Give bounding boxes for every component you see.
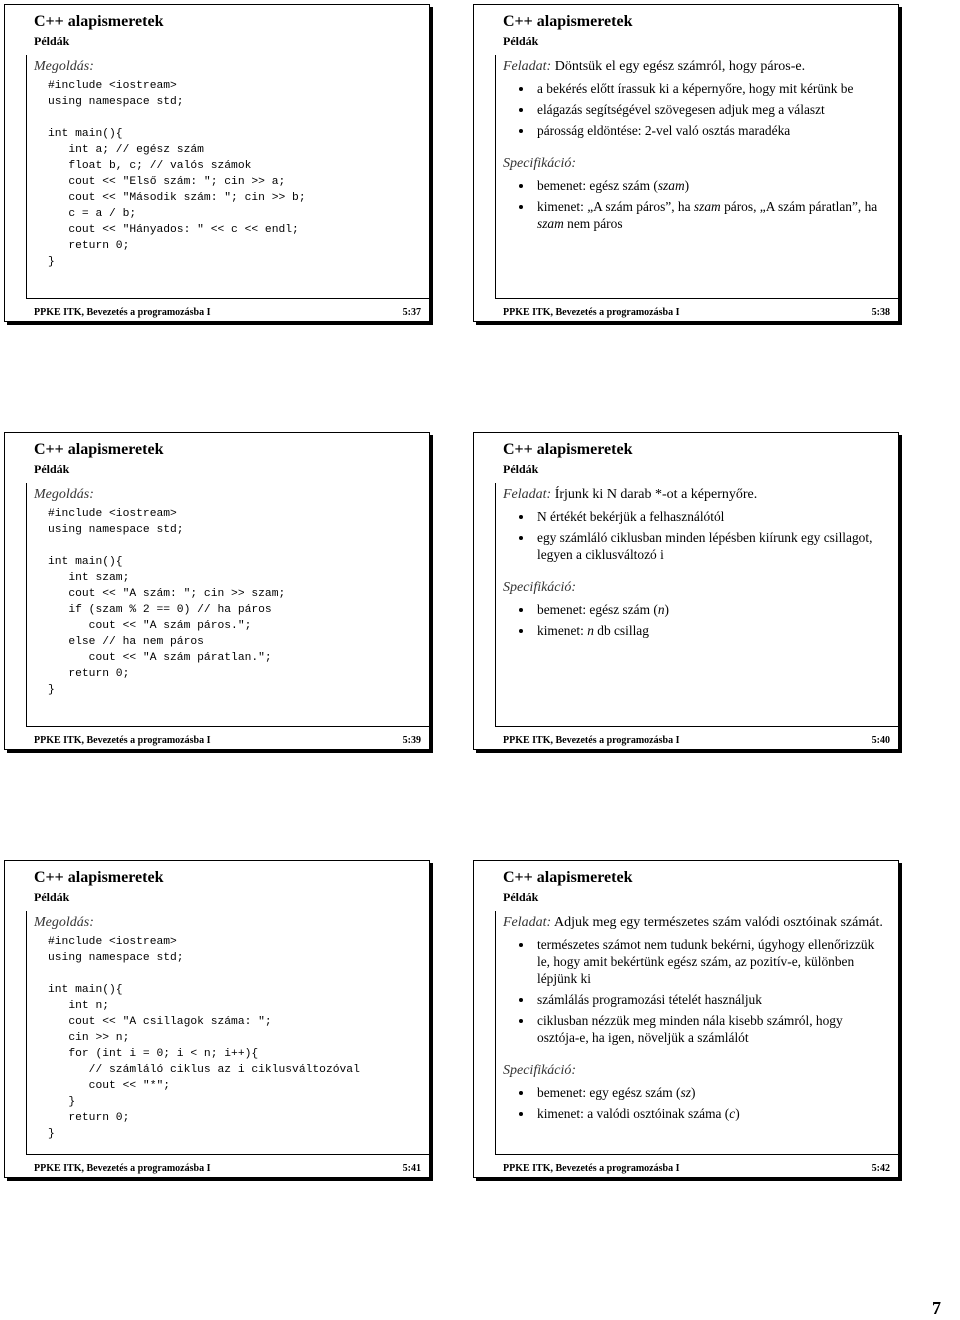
- slide-content: [503, 486, 888, 643]
- list-item: párosság eldöntése: 2-vel való osztás maradéka: [519, 122, 888, 139]
- list-item: egy számláló ciklusban minden lépésben kiírunk egy csillagot, legyen a ciklusváltozó i: [519, 529, 888, 563]
- slide-divider-horizontal: [26, 1154, 429, 1155]
- slide-divider-horizontal: [26, 298, 429, 299]
- slide-divider-horizontal: [26, 726, 429, 727]
- spec-text: ): [684, 178, 690, 193]
- slide-footer-number: 5:38: [871, 307, 890, 318]
- slide-5-41: [4, 860, 430, 1178]
- slide-subtitle: Példák: [34, 462, 70, 476]
- spec-variable: szam: [657, 178, 685, 193]
- slide-subtitle: Példák: [503, 462, 539, 476]
- slide-5-42: [473, 860, 899, 1178]
- slide-footer-number: 5:37: [402, 307, 421, 318]
- slide-divider-horizontal: [495, 298, 898, 299]
- slide-title: C++ alapismeretek: [503, 441, 633, 458]
- spec-text: bemenet: egész szám (: [537, 178, 658, 193]
- slide-5-40: [473, 432, 899, 750]
- slide-title: C++ alapismeretek: [34, 13, 164, 30]
- list-item: [519, 1105, 888, 1122]
- slide-divider-vertical: [495, 483, 496, 727]
- list-item: a bekérés előtt írassuk ki a képernyőre, hogy mit kérünk be: [519, 80, 888, 97]
- slide-subtitle: Példák: [34, 890, 70, 904]
- spec-text: ): [690, 1085, 696, 1100]
- slide-footer-course: PPKE ITK, Bevezetés a programozásba I: [503, 307, 680, 318]
- spec-text: kimenet:: [537, 623, 588, 638]
- slide-content: [34, 486, 419, 698]
- spec-text: db csillag: [593, 623, 649, 638]
- slide-content: [34, 58, 419, 270]
- spec-text: ): [735, 1106, 740, 1121]
- slide-divider-horizontal: [495, 1154, 898, 1155]
- task-text: Döntsük el egy egész számról, hogy páros-e.: [554, 59, 806, 74]
- slide-content: [503, 914, 888, 1126]
- slide-divider-vertical: [26, 911, 27, 1155]
- list-item: természetes számot nem tudunk bekérni, úgyhogy ellenőrizzük le, hogy amit bekértünk egész szám, az pozitív-e, különben lépjünk ki: [519, 936, 888, 987]
- task-label: Feladat:: [503, 59, 552, 74]
- slide-title: C++ alapismeretek: [34, 869, 164, 886]
- slide-divider-vertical: [495, 55, 496, 299]
- spec-list: [503, 177, 888, 232]
- list-item: számlálás programozási tételét használjuk: [519, 991, 888, 1008]
- task-label: Feladat:: [503, 487, 552, 502]
- task-label: Feladat:: [503, 915, 552, 930]
- solution-heading: Megoldás:: [34, 915, 94, 930]
- slide-title: C++ alapismeretek: [34, 441, 164, 458]
- task-text: Adjuk meg egy természetes szám valódi osztóinak számát.: [553, 915, 883, 930]
- page-number: 7: [932, 1298, 941, 1318]
- slide-title: C++ alapismeretek: [503, 869, 633, 886]
- slide-subtitle: Példák: [503, 34, 539, 48]
- slide-footer-number: 5:41: [402, 1163, 421, 1174]
- hint-list: [503, 508, 888, 563]
- task-line: [503, 914, 888, 932]
- solution-heading: Megoldás:: [34, 487, 94, 502]
- list-item: [519, 622, 888, 639]
- slide-footer-number: 5:42: [871, 1163, 890, 1174]
- spec-heading: Specifikáció:: [503, 156, 577, 171]
- spec-text: kimenet: a valódi osztóinak száma (: [537, 1106, 730, 1121]
- spec-list: [503, 601, 888, 639]
- spec-text: nem páros: [563, 216, 623, 231]
- list-item: [519, 601, 888, 618]
- slide-footer-course: PPKE ITK, Bevezetés a programozásba I: [34, 1163, 211, 1174]
- spec-heading: Specifikáció:: [503, 580, 577, 595]
- slide-footer-course: PPKE ITK, Bevezetés a programozásba I: [503, 735, 680, 746]
- list-item: [519, 198, 888, 232]
- slide-5-38: [473, 4, 899, 322]
- slide-footer-course: PPKE ITK, Bevezetés a programozásba I: [34, 307, 211, 318]
- slide-subtitle: Példák: [34, 34, 70, 48]
- solution-heading: Megoldás:: [34, 59, 94, 74]
- task-text: Írjunk ki N darab *-ot a képernyőre.: [554, 487, 758, 502]
- slide-5-39: [4, 432, 430, 750]
- code-block: #include <iostream> using namespace std; int main(){ int n; cout << "A csillagok száma: "; cin >> n; for (int i = 0; i < n; i++){ // számláló ciklus az i ciklusváltozóval cout << "*"; } return 0; }: [48, 936, 360, 1140]
- list-item: N értékét bekérjük a felhasználótól: [519, 508, 888, 525]
- spec-text: bemenet: egy egész szám (: [537, 1085, 681, 1100]
- slide-content: [503, 58, 888, 236]
- spec-text: páros, „A szám páratlan”, ha: [720, 199, 878, 214]
- spec-heading: Specifikáció:: [503, 1063, 577, 1078]
- slide-footer-course: PPKE ITK, Bevezetés a programozásba I: [34, 735, 211, 746]
- slide-footer-number: 5:40: [871, 735, 890, 746]
- slide-subtitle: Példák: [503, 890, 539, 904]
- spec-variable: n: [587, 623, 594, 638]
- slide-content: [34, 914, 419, 1142]
- slide-divider-horizontal: [495, 726, 898, 727]
- spec-text: ): [664, 602, 670, 617]
- slide-footer-number: 5:39: [402, 735, 421, 746]
- code-block: #include <iostream> using namespace std; int main(){ int szam; cout << "A szám: "; cin >> szam; if (szam % 2 == 0) // ha páros cout << "A szám páros."; else // ha nem páros cout << "A szám páratlan."; return 0; }: [48, 508, 286, 696]
- list-item: [519, 1084, 888, 1101]
- spec-variable: szam: [693, 199, 721, 214]
- slide-divider-vertical: [495, 911, 496, 1155]
- list-item: elágazás segítségével szövegesen adjuk meg a választ: [519, 101, 888, 118]
- spec-text: kimenet: „A szám páros”, ha: [537, 199, 694, 214]
- slide-footer-course: PPKE ITK, Bevezetés a programozásba I: [503, 1163, 680, 1174]
- task-line: [503, 486, 888, 504]
- spec-variable: szam: [537, 216, 564, 231]
- list-item: [519, 177, 888, 194]
- code-block: #include <iostream> using namespace std; int main(){ int a; // egész szám float b, c; // valós számok cout << "Első szám: "; cin >> a; cout << "Második szám: "; cin >> b; c = a / b; cout << "Hányados: " << c << endl; return 0; }: [48, 80, 306, 268]
- slide-5-37: [4, 4, 430, 322]
- spec-list: [503, 1084, 888, 1122]
- spec-variable: sz: [680, 1085, 691, 1100]
- spec-text: bemenet: egész szám (: [537, 602, 658, 617]
- slide-divider-vertical: [26, 483, 27, 727]
- list-item: ciklusban nézzük meg minden nála kisebb számról, hogy osztója-e, ha igen, növeljük a számlálót: [519, 1012, 888, 1046]
- hint-list: [503, 80, 888, 139]
- spec-variable: n: [657, 602, 665, 617]
- slide-title: C++ alapismeretek: [503, 13, 633, 30]
- spec-variable: c: [729, 1106, 736, 1121]
- hint-list: [503, 936, 888, 1046]
- task-line: [503, 58, 888, 76]
- slide-divider-vertical: [26, 55, 27, 299]
